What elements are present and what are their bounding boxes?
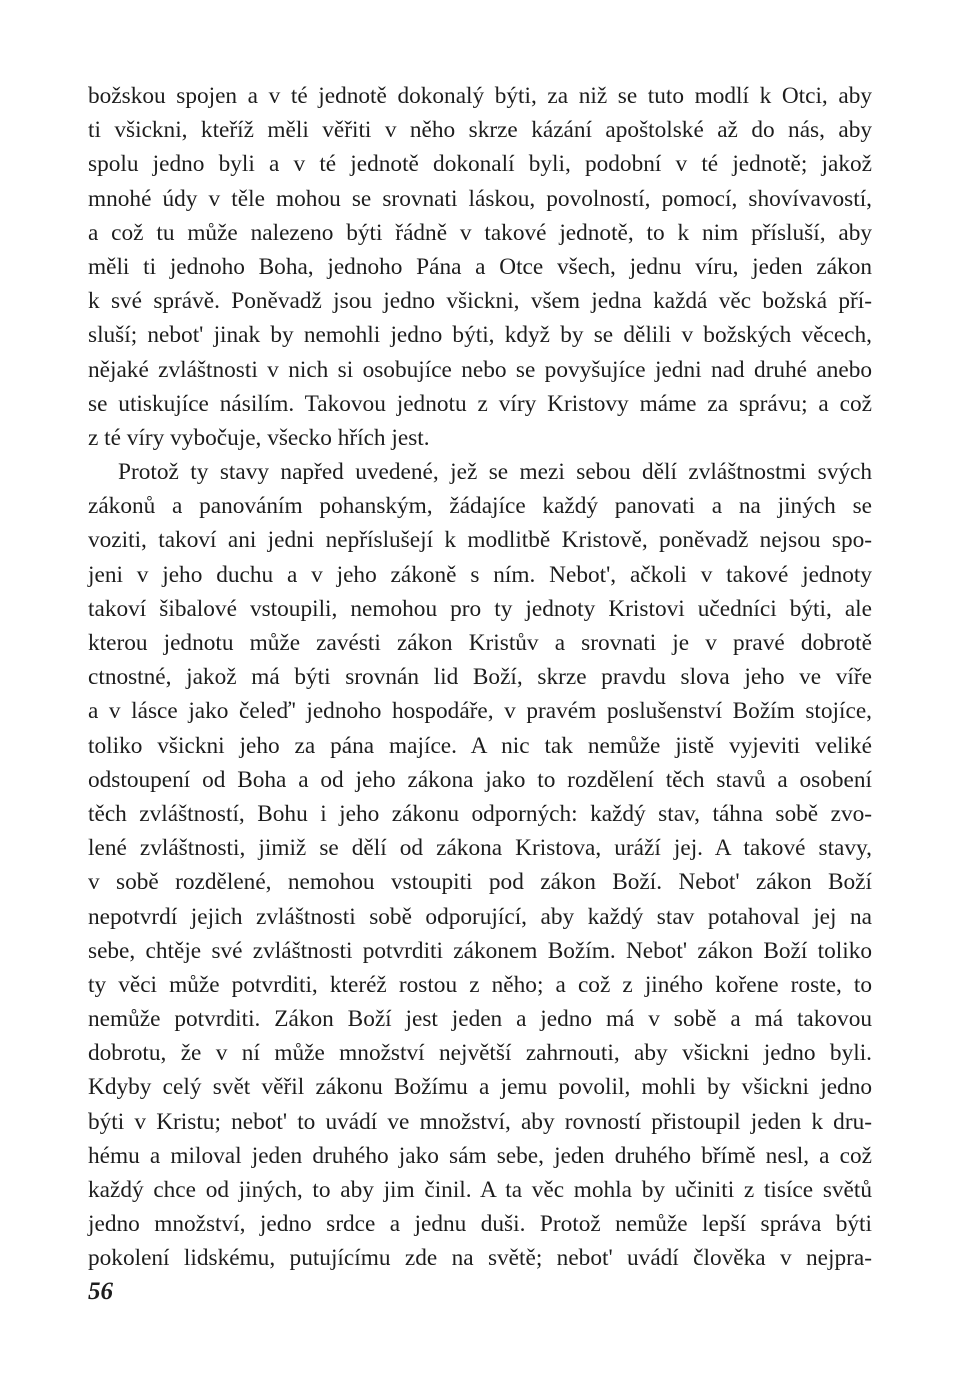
- text-line: voziti, takoví ani jedni nepříslušejí k modlitbě Kristově, poněvadž nejsou spo-: [88, 527, 872, 554]
- text-line: zákonů a panováním pohanským, žádajíce každý panovati a na jiných se: [88, 493, 872, 520]
- paragraph: [88, 455, 872, 1276]
- text-line: nemůže potvrditi. Zákon Boží jest jeden a jedno má v sobě a má takovou: [88, 1006, 872, 1033]
- text-line: ti všickni, kteříž měli věřiti v něho skrze kázání apoštolské až do nás, aby: [88, 117, 872, 144]
- text-line: toliko všickni jeho za pána majíce. A nic tak nemůže jistě vyjeviti veliké: [88, 732, 872, 759]
- text-line: z té víry vybočuje, všecko hřích jest.: [88, 424, 430, 451]
- text-line: hému a miloval jeden druhého jako sám sebe, jeden druhého břímě nesl, a což: [88, 1142, 872, 1169]
- text-line: v sobě rozdělené, nemohou vstoupiti pod zákon Boží. Nebot' zákon Boží: [88, 869, 872, 896]
- text-line: každý chce od jiných, to aby jim činil. A ta věc mohla by učiniti z tisíce světů: [88, 1177, 872, 1203]
- text-line: a v lásce jako čeleď' jednoho hospodáře, v pravém poslušenství Božím stojíce,: [88, 698, 872, 725]
- text-line: měli ti jednoho Boha, jednoho Pána a Otce všech, jednu víru, jeden zákon: [88, 253, 872, 280]
- text-line: odstoupení od Boha a od jeho zákona jako to rozdělení těch stavů a osobení: [88, 766, 872, 793]
- text-line: těch zvláštností, Bohu i jeho zákonu odporných: každý stav, táhna sobě zvo-: [88, 800, 872, 827]
- text-line: dobrotu, že v ní může množství největší zahrnouti, aby všickni jedno byli.: [88, 1040, 872, 1067]
- text-line: takoví šibalové vstoupili, nemohou pro ty jednoty Kristovi učedníci býti, ale: [88, 595, 872, 622]
- text-line: mnohé údy v těle mohou se srovnati láskou, povolností, pomocí, shovívavostí,: [88, 185, 872, 212]
- text-line: pokolení lidskému, putujícímu zde na světě; nebot' uvádí člověka v nejpra-: [88, 1245, 872, 1272]
- text-line: býti v Kristu; nebot' to uvádí ve množství, aby rovností přistoupil jeden k dru-: [88, 1108, 872, 1135]
- text-line: spolu jedno byli a v té jednotě dokonalí byli, podobní v té jednotě; jakož: [88, 151, 872, 178]
- page-number: 56: [88, 1278, 113, 1305]
- text-line: Kdyby celý svět věřil zákonu Božímu a jemu povolil, mohli by všickni jedno: [88, 1074, 872, 1101]
- text-line: k své správě. Poněvadž jsou jedno všickni, všem jedna každá věc božská pří-: [88, 288, 872, 315]
- text-line: nějaké zvláštnosti v nich si osobujíce nebo se povyšujíce jedni nad druhé anebo: [88, 356, 872, 383]
- text-line: jedno množství, jedno srdce a jednu duši. Protož nemůže lepší správa býti: [88, 1211, 872, 1238]
- text-line: kterou jednotu může zavésti zákon Kristův a srovnati je v pravé dobrotě: [88, 630, 872, 656]
- text-line: Protož ty stavy napřed uvedené, jež se mezi sebou dělí zvláštnostmi svých: [118, 459, 872, 486]
- text-line: nepotvrdí jejich zvláštnosti sobě odporující, aby každý stav potahoval jej na: [88, 903, 872, 930]
- text-line: ty věci může potvrditi, kteréž rostou z něho; a což z jiného kořene roste, to: [88, 971, 872, 998]
- text-line: jeni v jeho duchu a v jeho zákoně s ním. Nebot', ačkoli v takové jednoty: [88, 561, 872, 588]
- text-line: a což tu může nalezeno býti řádně v takové jednotě, to k nim přísluší, aby: [88, 219, 872, 246]
- paragraph: [88, 79, 872, 455]
- text-line: lené zvláštnosti, jimiž se dělí od zákona Kristova, uráží jej. A takové stavy,: [88, 835, 872, 862]
- text-line: božskou spojen a v té jednotě dokonalý býti, za niž se tuto modlí k Otci, aby: [88, 83, 872, 109]
- text-line: se utiskujíce násilím. Takovou jednotu z víry Kristovy máme za správu; a což: [88, 390, 872, 417]
- text-line: ctnostné, jakož má býti srovnán lid Boží, skrze pravdu slova jeho ve víře: [88, 664, 872, 691]
- text-line: sluší; nebot' jinak by nemohli jedno býti, když by se dělili v božských věcech,: [88, 322, 872, 349]
- page-body: [88, 79, 872, 1276]
- text-line: sebe, chtěje své zvláštnosti potvrditi zákonem Božím. Nebot' zákon Boží toliko: [88, 937, 872, 964]
